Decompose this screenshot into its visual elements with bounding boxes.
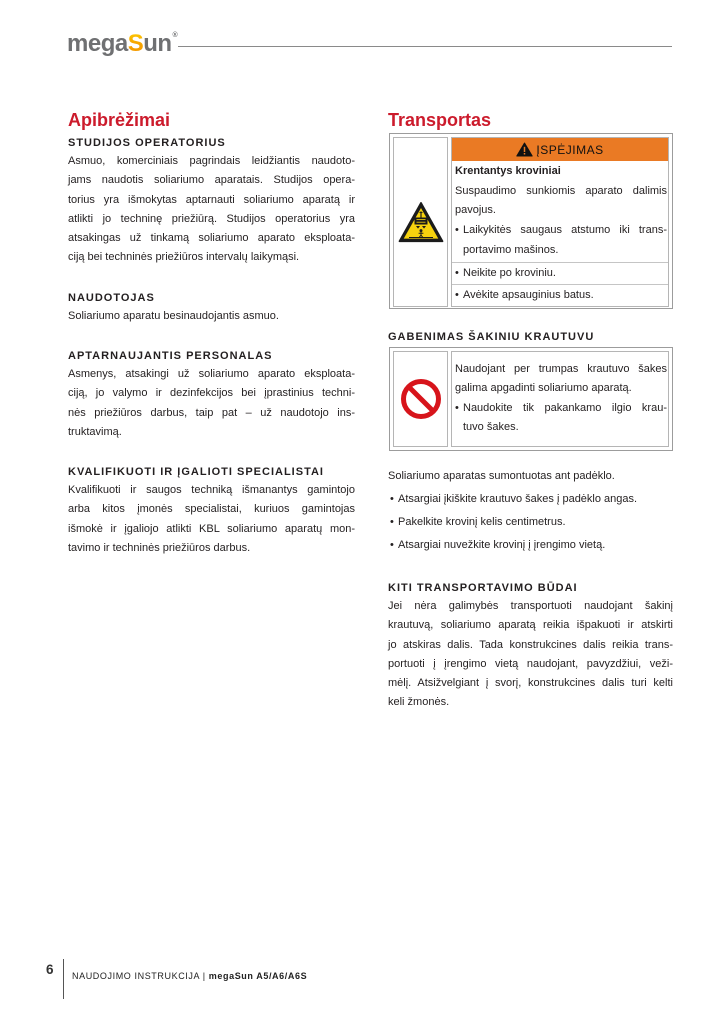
bullet: •	[455, 224, 459, 237]
megasun-logo	[67, 22, 178, 57]
text-line: atsakingas už tinkamą soliariumo aparato eksploata-	[68, 232, 355, 245]
text-line: Asmuo, komerciniais pagrindais leidžiantis naudoto-	[68, 155, 355, 167]
list-item	[455, 264, 667, 284]
definition-specialists	[68, 463, 355, 558]
notice-box	[389, 347, 673, 451]
text-line: Naudojant per trumpas krautuvo šakes	[455, 363, 667, 375]
footer-doc-title: NAUDOJIMO INSTRUKCIJA	[72, 971, 200, 981]
other-transport-methods	[388, 579, 673, 713]
warning-header	[452, 138, 668, 161]
definition-studio-operator	[68, 134, 355, 268]
text-line: Jei nėra galimybės transportuoti naudojant šakinį	[388, 600, 673, 612]
list-item	[455, 286, 667, 306]
list-item	[388, 513, 673, 532]
warning-pictogram-cell	[393, 137, 448, 307]
definition-user	[68, 289, 355, 326]
text-line: arba kitos įmonės specialistai, kuriuos gamintojas	[68, 503, 355, 516]
section-title: KITI TRANSPORTAVIMO BŪDAI	[388, 582, 578, 594]
warning-box	[389, 133, 673, 309]
warning-label: ĮSPĖJIMAS	[536, 142, 604, 157]
text-line: Kvalifikuoti ir saugos techniką išmanantys gamintojo	[68, 484, 355, 496]
text-line: Suspaudimo sunkiomis aparato dalimis	[455, 184, 667, 197]
text-line: Soliariumo aparatas sumontuotas ant padėklo.	[388, 470, 615, 482]
text-line: Avėkite apsauginius batus.	[463, 289, 594, 302]
header-rule	[178, 46, 672, 47]
registered-mark: ®	[172, 32, 178, 39]
text-line: keli žmonės.	[388, 696, 450, 709]
warning-title: Krentantys kroviniai	[455, 165, 561, 177]
text-line: tuvo šakes.	[463, 421, 519, 434]
definition-service-staff	[68, 347, 355, 442]
page-number: 6	[46, 962, 54, 977]
text-line: Asmenys, atsakingi už soliariumo aparato eksploata-	[68, 368, 355, 380]
text-line: portuoti į įrengimo vietą naudojant, pavyzdžiui, veži-	[388, 657, 673, 670]
warning-triangle-icon	[516, 142, 533, 157]
text-line: Naudokite tik pakankamo ilgio krau-	[463, 401, 667, 414]
step-text: Pakelkite krovinį kelis centimetrus.	[398, 516, 566, 528]
text-line: mėlį. Atsižvelgiant į svorį, konstrukcines dalis turi kelti	[388, 677, 673, 690]
logo-text-mega: mega	[67, 30, 128, 57]
section-title: NAUDOTOJAS	[68, 292, 155, 304]
text-line: galima apgadinti soliariumo aparatą.	[455, 382, 632, 395]
section-title: KVALIFIKUOTI IR ĮGALIOTI SPECIALISTAI	[68, 466, 324, 478]
text-line: Laikykitės saugaus atstumo iki trans-	[463, 224, 667, 237]
warning-row	[452, 161, 668, 263]
footer-rule	[63, 959, 64, 999]
section-title: STUDIJOS OPERATORIUS	[68, 137, 226, 149]
warning-row	[452, 285, 668, 306]
bullet: •	[390, 493, 394, 505]
text-line: nės priežiūros darbus, taip pat – už naudotojo ins-	[68, 406, 355, 419]
forklift-instructions	[388, 467, 673, 555]
text-line: pavojus.	[455, 204, 496, 217]
suspended-load-warning-icon	[398, 201, 444, 243]
bullet: •	[455, 401, 459, 414]
bullet: •	[390, 516, 394, 528]
footer-product: megaSun A5/A6/A6S	[208, 971, 308, 981]
prohibition-pictogram-cell	[393, 351, 448, 447]
text-line: atlikti jo techninę priežiūrą. Studijos operatorius yra	[68, 212, 355, 225]
list-item	[455, 221, 667, 260]
list-item	[455, 399, 667, 438]
list-item	[388, 536, 673, 555]
text-line: tavimo ir techninės priežiūros darbus.	[68, 541, 251, 554]
text-line: truktavimą.	[68, 425, 122, 438]
text-line: krautuvą, soliariumo aparatą reikia išpakuoti ir atskirti	[388, 619, 673, 632]
warning-row	[452, 263, 668, 286]
text-line: jo atskiras dalis. Tada konstrukcines dalis reikia trans-	[388, 638, 673, 651]
text-line: ciją, jo valymo ir dezinfekcijos bei įprastinius techni-	[68, 387, 355, 400]
step-text: Atsargiai įkiškite krautuvo šakes į padėklo angas.	[398, 493, 638, 505]
footer-text	[72, 970, 307, 982]
bullet: •	[455, 289, 459, 302]
text-line: torius yra išmokytas aptarnauti soliariumo aparatą ir	[68, 193, 355, 206]
warning-text-cell	[451, 137, 669, 307]
notice-text-cell	[451, 351, 669, 447]
text-line: ciją bei techninės priežiūros intervalų laikymąsi.	[68, 251, 300, 264]
text-line: išmokė ir įgaliojo atlikti KBL soliariumo aparatų mon-	[68, 522, 355, 535]
footer-separator: |	[202, 971, 206, 981]
bullet: •	[390, 539, 394, 551]
prohibition-icon	[400, 378, 442, 420]
bullet: •	[455, 266, 459, 279]
list-item	[388, 490, 673, 509]
logo-text-un: un	[143, 30, 172, 57]
text-line: jams naudotis soliariumo aparatais. Studijos opera-	[68, 174, 355, 187]
section-title: GABENIMAS ŠAKINIU KRAUTUVU	[388, 331, 595, 343]
text-line: Soliariumo aparatu besinaudojantis asmuo.	[68, 310, 279, 322]
text-line: Neikite po kroviniu.	[463, 266, 556, 279]
logo-letter-s: S	[127, 30, 144, 57]
text-line: portavimo mašinos.	[463, 243, 559, 256]
step-text: Atsargiai nuvežkite krovinį į įrengimo vietą.	[398, 539, 606, 551]
transport-heading: Transportas	[388, 110, 492, 130]
section-title: APTARNAUJANTIS PERSONALAS	[68, 350, 273, 362]
definitions-heading: Apibrėžimai	[68, 110, 171, 130]
